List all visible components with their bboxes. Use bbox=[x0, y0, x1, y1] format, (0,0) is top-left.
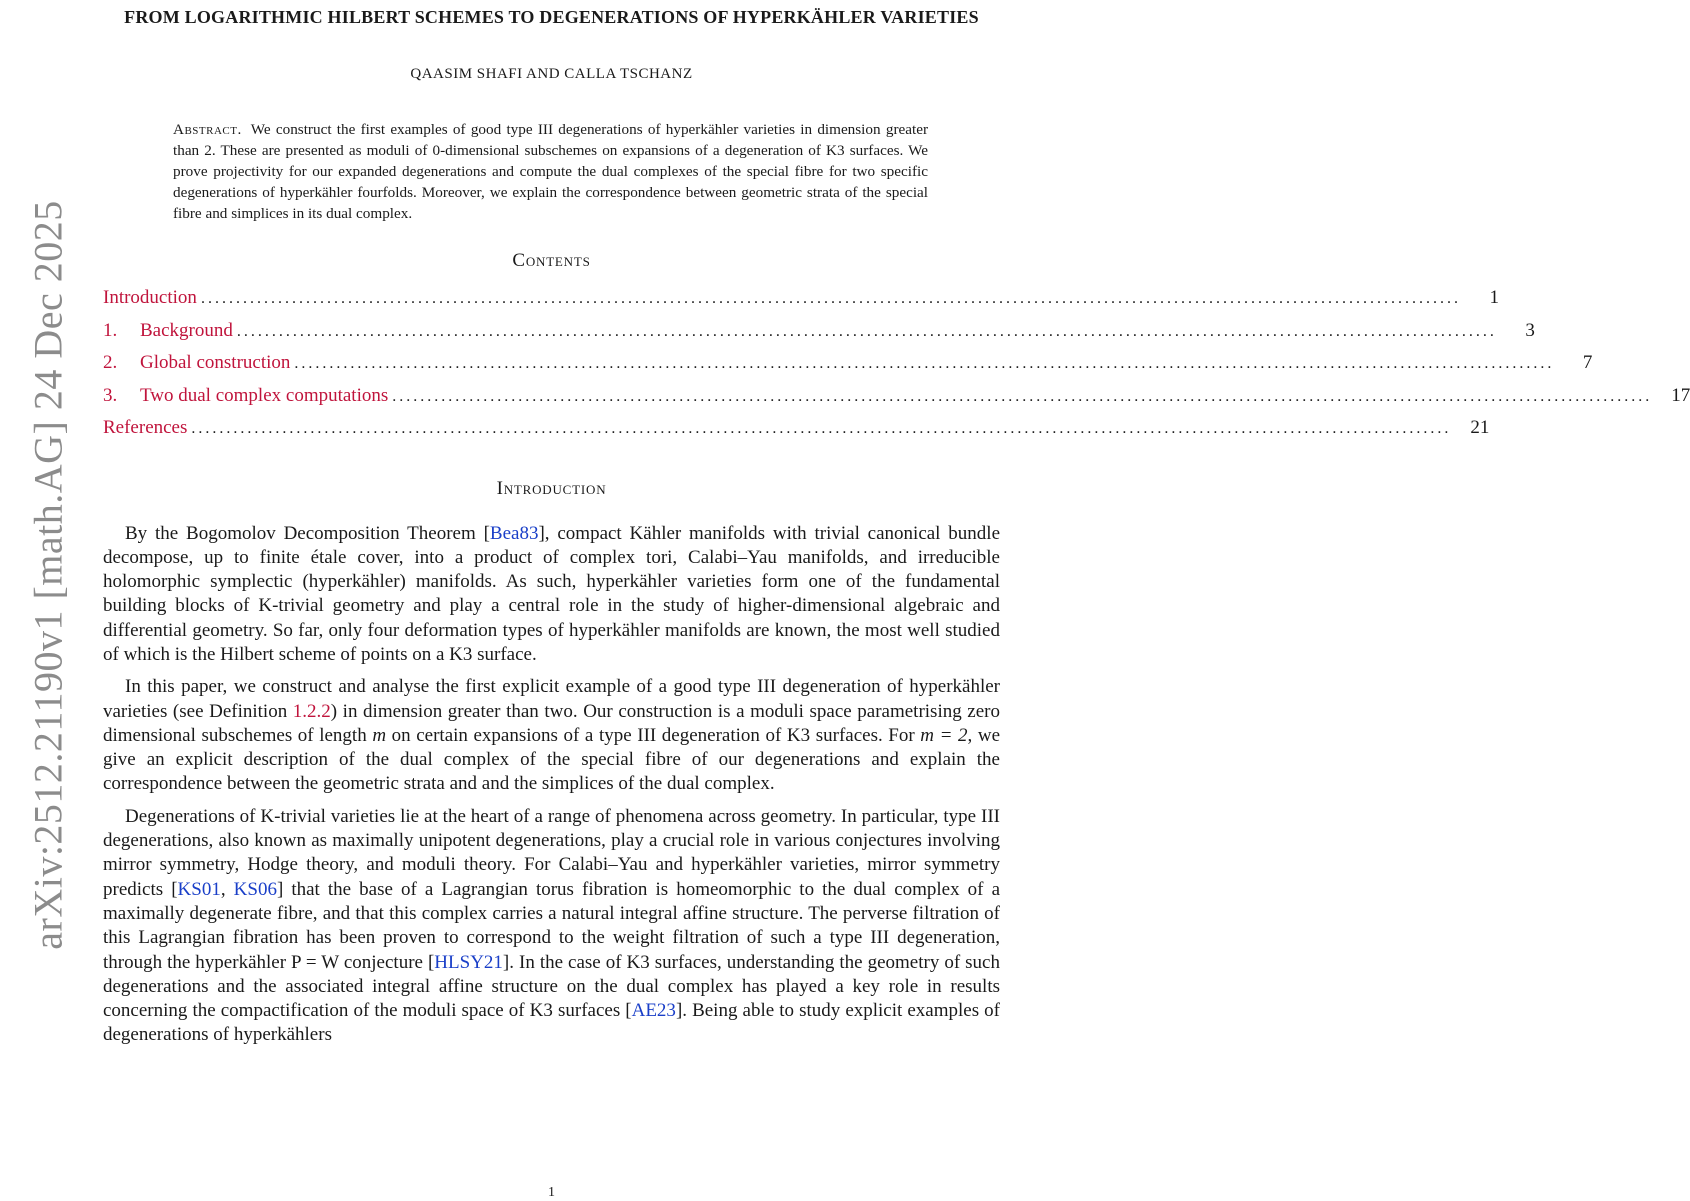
table-of-contents bbox=[103, 287, 1690, 450]
citation-link[interactable]: HLSY21 bbox=[434, 951, 503, 973]
text-run: ) in dimension greater than two. Our construction is a moduli space parametrising zero dimensional subschemes of length bbox=[103, 700, 1000, 746]
toc-entry-title[interactable]: Global construction bbox=[140, 352, 291, 373]
introduction-heading: Introduction bbox=[496, 477, 607, 499]
paper-page bbox=[103, 0, 1690, 1200]
abstract bbox=[173, 119, 928, 224]
toc-entry-number[interactable]: 3. bbox=[103, 384, 118, 406]
toc-entry-page: 1 bbox=[1489, 287, 1499, 308]
text-run: on certain expansions of a type III degeneration of K3 surfaces. For bbox=[386, 724, 921, 746]
toc-entry-page: 3 bbox=[1525, 319, 1535, 341]
toc-entry-page: 17 bbox=[1671, 384, 1690, 406]
toc-entry-page: 21 bbox=[1470, 417, 1490, 438]
toc-entry[interactable] bbox=[103, 417, 1490, 450]
text-run: ]. In the case of K3 surfaces, understanding the geometry of such degenerations and the associated integral affine structure on the dual complex has played a key role in results concerning the compactification of the moduli space of K3 surfaces [ bbox=[103, 951, 1000, 1022]
toc-leader-dots: .................................................................................................................................................................................... bbox=[191, 420, 1452, 437]
toc-entry[interactable] bbox=[103, 287, 1499, 320]
toc-leader-dots: .................................................................................................................................................................................... bbox=[392, 387, 1653, 405]
toc-entry[interactable] bbox=[103, 352, 1593, 385]
paragraph bbox=[103, 805, 1000, 1048]
toc-entry-title[interactable]: References bbox=[103, 417, 188, 438]
paper-authors: QAASIM SHAFI AND CALLA TSCHANZ bbox=[410, 66, 693, 82]
math-expression: m = 2 bbox=[920, 724, 968, 746]
text-run: In this paper, we construct and analyse the first explicit example of a good type III degeneration of hyperkähler varieties (see Definition bbox=[103, 676, 1000, 722]
abstract-label: Abstract. bbox=[173, 121, 242, 138]
definition-link[interactable]: 1.2.2 bbox=[292, 700, 331, 722]
text-run: Degenerations of K-trivial varieties lie at the heart of a range of phenomena across geometry. In particular, type III degenerations, also known as maximally unipotent degenerations, play a crucial role in various conjectures involving mirror symmetry, Hodge theory, and moduli theory. For Calabi–Yau and hyperkähler varieties, mirror symmetry predicts [ bbox=[103, 805, 1000, 900]
text-run: , we give an explicit description of the dual complex of the special fibre of our degenerations and explain the correspondence between the geometric strata and and the simplices of the dual complex. bbox=[103, 724, 1001, 795]
citation-link[interactable]: Bea83 bbox=[489, 522, 539, 544]
toc-entry-title[interactable]: Introduction bbox=[103, 287, 197, 308]
citation-link[interactable]: KS01 bbox=[177, 878, 221, 900]
toc-entry-title[interactable]: Two dual complex computations bbox=[140, 384, 389, 406]
toc-leader-dots: .................................................................................................................................................................................... bbox=[236, 322, 1497, 340]
toc-leader-dots: .................................................................................................................................................................................... bbox=[200, 290, 1461, 307]
paragraph bbox=[103, 522, 1000, 668]
math-symbol: m bbox=[372, 724, 387, 746]
citation-link[interactable]: AE23 bbox=[631, 1000, 676, 1022]
citation-link[interactable]: KS06 bbox=[233, 878, 277, 900]
toc-leader-dots: .................................................................................................................................................................................... bbox=[294, 355, 1555, 372]
toc-entry-number[interactable]: 1. bbox=[103, 319, 118, 341]
text-run: ]. Being able to study explicit examples of degenerations of hyperkählers bbox=[103, 1000, 1000, 1046]
toc-entry-page: 7 bbox=[1582, 352, 1593, 373]
page-number: 1 bbox=[548, 1185, 555, 1200]
toc-entry-number[interactable]: 2. bbox=[103, 352, 118, 373]
text-run: By the Bogomolov Decomposition Theorem [ bbox=[125, 522, 490, 544]
toc-entry-title[interactable]: Background bbox=[140, 319, 233, 341]
toc-entry[interactable] bbox=[103, 319, 1535, 353]
text-run: ], compact Kähler manifolds with trivial canonical bundle decompose, up to finite étale cover, into a product of complex tori, Calabi–Yau manifolds, and irreducible holomorphic symplectic (hyperkähler) manifolds. As such, hyperkähler varieties form one of the fundamental building blocks of K-trivial geometry and play a central role in the study of higher-dimensional algebraic and differential geometry. So far, only four deformation types of hyperkähler manifolds are known, the most well studied of which is the Hilbert scheme of points on a K3 surface. bbox=[103, 522, 1000, 665]
paper-title: FROM LOGARITHMIC HILBERT SCHEMES TO DEGENERATIONS OF HYPERKÄHLER VARIETIES bbox=[124, 7, 979, 27]
abstract-text: We construct the first examples of good type III degenerations of hyperkähler varieties in dimension greater than 2. These are presented as moduli of 0-dimensional subschemes on expansions of a degeneration of K3 surfaces. We prove projectivity for our expanded degenerations and compute the dual complexes of the special fibre for two specific degenerations of hyperkähler fourfolds. Moreover, we explain the correspondence between geometric strata of the special fibre and simplices in its dual complex. bbox=[173, 121, 928, 222]
arxiv-stamp: arXiv:2512.21190v1 [math.AG] 24 Dec 2025 bbox=[25, 200, 71, 950]
text-run: , bbox=[220, 878, 234, 900]
text-run: ] that the base of a Lagrangian torus fibration is homeomorphic to the dual complex of a maximally degenerate fibre, and that this complex carries a natural integral affine structure. The perverse filtration of this Lagrangian fibration has been proven to correspond to the weight filtration of such a type III degeneration, through the hyperkähler P = W conjecture [ bbox=[103, 878, 1001, 973]
contents-heading: Contents bbox=[512, 250, 591, 271]
toc-entry[interactable] bbox=[103, 384, 1690, 418]
introduction-body bbox=[103, 522, 1000, 1048]
paragraph bbox=[103, 675, 1000, 796]
